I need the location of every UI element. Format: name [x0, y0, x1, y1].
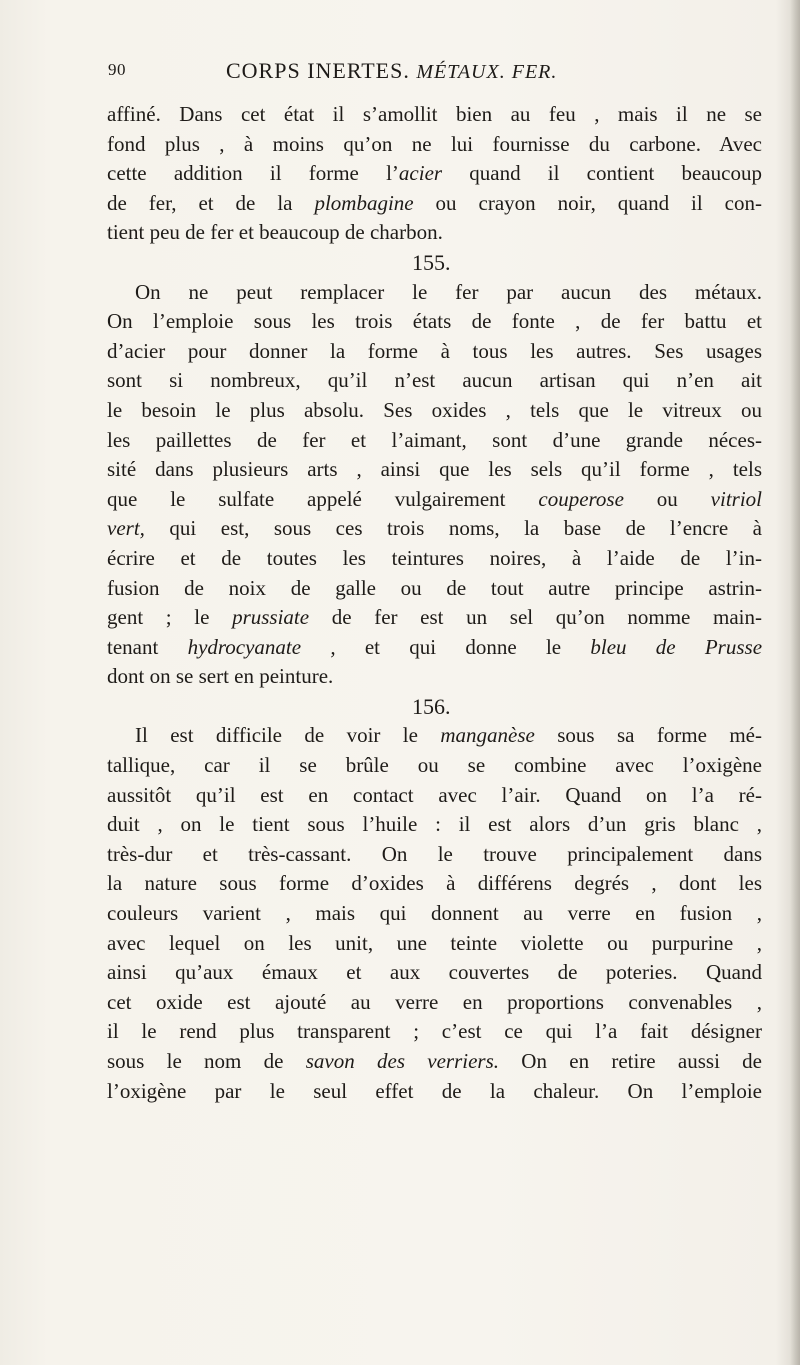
- text-line: couleurs varient , mais qui donnent au verre en fusion ,: [107, 901, 762, 926]
- page-header: [108, 58, 758, 88]
- body-text: [107, 100, 762, 1106]
- text-line: avec lequel on les unit, une teinte violette ou purpurine ,: [107, 930, 762, 955]
- text-line: duit , on le tient sous l’huile : il est alors d’un gris blanc ,: [107, 812, 762, 837]
- text-line: sont si nombreux, qu’il n’est aucun artisan qui n’en ait: [107, 368, 762, 393]
- text-line: tient peu de fer et beaucoup de charbon.: [107, 220, 443, 245]
- text-line: ainsi qu’aux émaux et aux couvertes de poteries. Quand: [107, 960, 762, 985]
- text-line: aussitôt qu’il est en contact avec l’air. Quand on l’a ré-: [107, 782, 762, 807]
- term-prussiate: prussiate: [232, 605, 310, 630]
- running-head-roman: CORPS INERTES.: [226, 58, 410, 83]
- term-vitriol: vitriol: [710, 486, 763, 511]
- text-line: le besoin le plus absolu. Ses oxides , tels que le vitreux ou: [107, 397, 762, 422]
- text-line: de fer, et de la plombagine ou crayon noir, quand il con-: [107, 190, 762, 215]
- text-line: Il est difficile de voir le manganèse sous sa forme mé-: [135, 723, 762, 748]
- term-plombagine: plombagine: [314, 190, 414, 215]
- text-line: cette addition il forme l’acier quand il contient beaucoup: [107, 161, 762, 186]
- page-edge-shadow: [790, 0, 800, 1365]
- text-line: On l’emploie sous les trois états de fonte , de fer battu et: [107, 309, 762, 334]
- term-acier: acier: [398, 161, 443, 186]
- text-line: affiné. Dans cet état il s’amollit bien au feu , mais il ne se: [107, 102, 762, 126]
- text-line: très-dur et très-cassant. On le trouve principalement dans: [107, 841, 762, 866]
- term-bleu-de-prusse: bleu de Prusse: [590, 634, 763, 659]
- text-line: tallique, car il se brûle ou se combine avec l’oxigène: [107, 753, 762, 778]
- running-head-italic: MÉTAUX. FER.: [416, 61, 558, 83]
- term-manganese: manganèse: [440, 723, 535, 748]
- page-number: 90: [108, 60, 126, 79]
- text-line: sité dans plusieurs arts , ainsi que les sels qu’il forme , tels: [107, 457, 762, 482]
- text-line: cet oxide est ajouté au verre en proportions convenables ,: [107, 989, 762, 1014]
- text-line: que le sulfate appelé vulgairement couperose ou vitriol: [107, 486, 763, 511]
- section-number: 155.: [412, 249, 451, 275]
- text-line: sous le nom de savon des verriers. On en retire aussi de: [107, 1049, 762, 1073]
- term-couperose: couperose: [538, 486, 624, 511]
- text-line: l’oxigène par le seul effet de la chaleur. On l’emploie: [107, 1078, 762, 1103]
- running-head: [226, 58, 557, 84]
- text-line: écrire et de toutes les teintures noires, à l’aide de l’in-: [107, 545, 762, 570]
- text-line: il le rend plus transparent ; c’est ce qui l’a fait désigner: [107, 1019, 762, 1044]
- text-line: On ne peut remplacer le fer par aucun des métaux.: [135, 279, 762, 304]
- text-line: dont on se sert en peinture.: [107, 664, 334, 689]
- text-line: vert, qui est, sous ces trois noms, la base de l’encre à: [107, 516, 762, 541]
- text-line: d’acier pour donner la forme à tous les autres. Ses usages: [107, 338, 762, 363]
- section-number: 156.: [412, 693, 451, 719]
- text-line: fond plus , à moins qu’on ne lui fournisse du carbone. Avec: [107, 131, 762, 156]
- term-hydrocyanate: hydrocyanate ,: [187, 634, 336, 659]
- term-savon-des-verriers: savon des verriers.: [305, 1049, 500, 1073]
- term-vert: vert,: [107, 516, 145, 541]
- text-line: gent ; le prussiate de fer est un sel qu’on nomme main-: [107, 605, 762, 630]
- text-line: la nature sous forme d’oxides à différens degrés , dont les: [107, 871, 762, 896]
- text-line: fusion de noix de galle ou de tout autre principe astrin-: [107, 575, 762, 600]
- text-line: les paillettes de fer et l’aimant, sont d’une grande néces-: [107, 427, 762, 452]
- text-line: tenant hydrocyanate , et qui donne le bleu de Prusse: [107, 634, 763, 659]
